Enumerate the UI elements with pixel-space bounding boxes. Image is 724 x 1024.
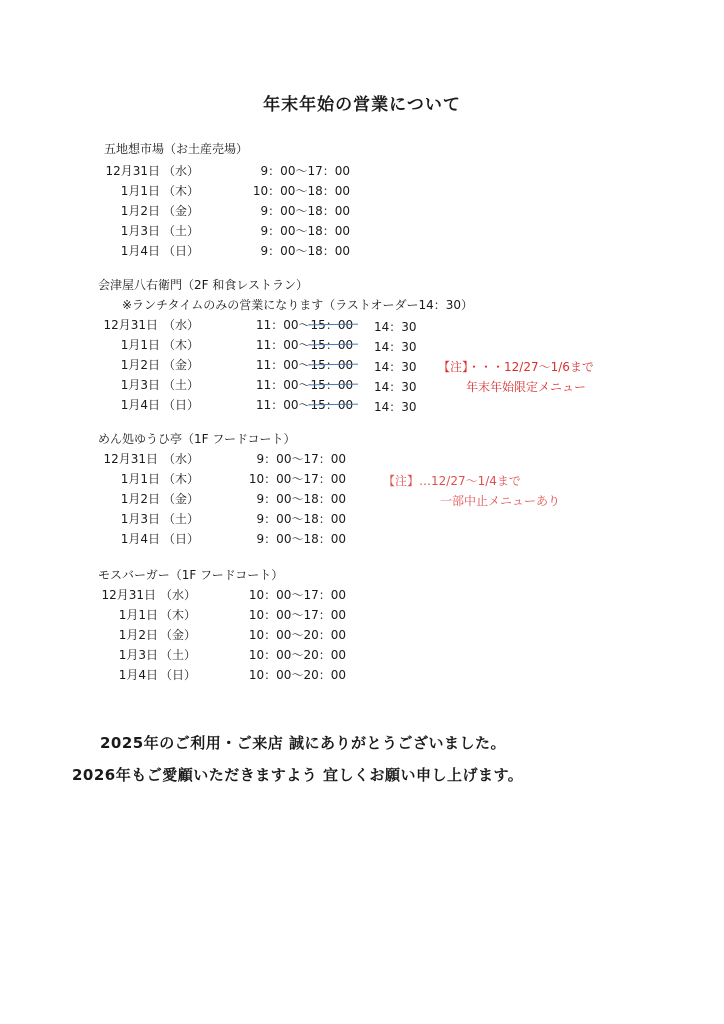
date-cell: 1月1日 (120, 184, 160, 198)
hours-cell: 9：00〜18：00 (256, 512, 346, 526)
struck-close-time: 15：00 (310, 318, 354, 332)
hours-cell: 9：00〜17：00 (256, 452, 346, 466)
date-cell: 1月2日 (120, 204, 160, 218)
weekday-cell: （水） (163, 452, 200, 466)
revised-close-time: 14：30 (374, 400, 417, 414)
hours-cell (256, 356, 353, 373)
page-title: 年末年始の営業について (263, 95, 461, 115)
date-cell: 1月2日 (120, 492, 160, 506)
weekday-cell: （金） (163, 358, 200, 372)
hours-cell: 10：00〜20：00 (248, 628, 346, 642)
date-cell: 1月1日 (118, 608, 158, 622)
hours-cell: 9：00〜18：00 (260, 244, 350, 258)
weekday-cell: （日） (160, 668, 197, 682)
date-cell: 12月31日 (103, 452, 158, 466)
weekday-cell: （土） (160, 648, 197, 662)
weekday-cell: （水） (163, 164, 200, 178)
date-cell: 1月3日 (120, 512, 160, 526)
hours-open: 11：00〜 (256, 378, 311, 392)
date-cell: 12月31日 (101, 588, 156, 602)
weekday-cell: （金） (160, 628, 197, 642)
weekday-cell: （日） (163, 532, 200, 546)
date-cell: 1月3日 (120, 224, 160, 238)
closing-message-line2: 2026年もご愛顧いただきますよう 宜しくお願い申し上げます。 (72, 766, 524, 784)
weekday-cell: （土） (163, 378, 200, 392)
section-title-yuhitei: めん処ゆうひ亭（1F フードコート） (98, 432, 296, 446)
hours-cell (256, 396, 353, 413)
hours-cell (256, 376, 353, 393)
weekday-cell: （日） (163, 398, 200, 412)
date-cell: 1月4日 (120, 244, 160, 258)
hours-cell: 10：00〜20：00 (248, 648, 346, 662)
struck-close-time: 15：00 (310, 358, 354, 372)
closing-message-line1: 2025年のご利用・ご来店 誠にありがとうございました。 (100, 734, 506, 752)
hours-cell: 10：00〜17：00 (248, 472, 346, 486)
date-cell: 1月2日 (118, 628, 158, 642)
weekday-cell: （木） (163, 472, 200, 486)
section-title-mos-burger: モスバーガー（1F フードコート） (98, 568, 284, 582)
suspended-menu-note-line2: 一部中止メニューあり (440, 494, 561, 508)
revised-close-time: 14：30 (374, 320, 417, 334)
struck-close-time: 15：00 (310, 378, 354, 392)
hours-cell: 10：00〜20：00 (248, 668, 346, 682)
weekday-cell: （木） (163, 184, 200, 198)
weekday-cell: （木） (163, 338, 200, 352)
limited-menu-note-line1: 【注】・・・12/27〜1/6まで (438, 360, 594, 374)
hours-cell (256, 316, 353, 333)
date-cell: 1月4日 (120, 398, 160, 412)
struck-close-time: 15：00 (310, 398, 354, 412)
hours-cell: 9：00〜18：00 (256, 492, 346, 506)
revised-close-time: 14：30 (374, 360, 417, 374)
hours-cell: 9：00〜18：00 (260, 224, 350, 238)
date-cell: 1月1日 (120, 472, 160, 486)
hours-open: 11：00〜 (256, 338, 311, 352)
weekday-cell: （金） (163, 204, 200, 218)
section-note-lunch-only: ※ランチタイムのみの営業になります（ラストオーダー14：30） (122, 298, 474, 312)
weekday-cell: （水） (163, 318, 200, 332)
date-cell: 1月4日 (118, 668, 158, 682)
revised-close-time: 14：30 (374, 340, 417, 354)
weekday-cell: （土） (163, 512, 200, 526)
hours-open: 11：00〜 (256, 358, 311, 372)
date-cell: 1月4日 (120, 532, 160, 546)
hours-open: 11：00〜 (256, 318, 311, 332)
weekday-cell: （木） (160, 608, 197, 622)
date-cell: 1月3日 (120, 378, 160, 392)
struck-close-time: 15：00 (310, 338, 354, 352)
hours-open: 11：00〜 (256, 398, 311, 412)
suspended-menu-note-line1: 【注】…12/27〜1/4まで (383, 474, 521, 488)
weekday-cell: （金） (163, 492, 200, 506)
weekday-cell: （日） (163, 244, 200, 258)
weekday-cell: （水） (160, 588, 197, 602)
date-cell: 12月31日 (103, 318, 158, 332)
date-cell: 1月3日 (118, 648, 158, 662)
hours-cell: 9：00〜18：00 (260, 204, 350, 218)
hours-cell: 9：00〜18：00 (256, 532, 346, 546)
revised-close-time: 14：30 (374, 380, 417, 394)
date-cell: 1月1日 (120, 338, 160, 352)
limited-menu-note-line2: 年末年始限定メニュー (466, 380, 587, 394)
hours-cell (256, 336, 353, 353)
hours-cell: 9：00〜17：00 (260, 164, 350, 178)
weekday-cell: （土） (163, 224, 200, 238)
date-cell: 12月31日 (105, 164, 160, 178)
hours-cell: 10：00〜17：00 (248, 588, 346, 602)
section-title-goji-market: 五地想市場（お土産売場） (104, 142, 249, 156)
date-cell: 1月2日 (120, 358, 160, 372)
hours-cell: 10：00〜17：00 (248, 608, 346, 622)
hours-cell: 10：00〜18：00 (252, 184, 350, 198)
section-title-aizuya: 会津屋八右衛門（2F 和食レストラン） (98, 278, 308, 292)
